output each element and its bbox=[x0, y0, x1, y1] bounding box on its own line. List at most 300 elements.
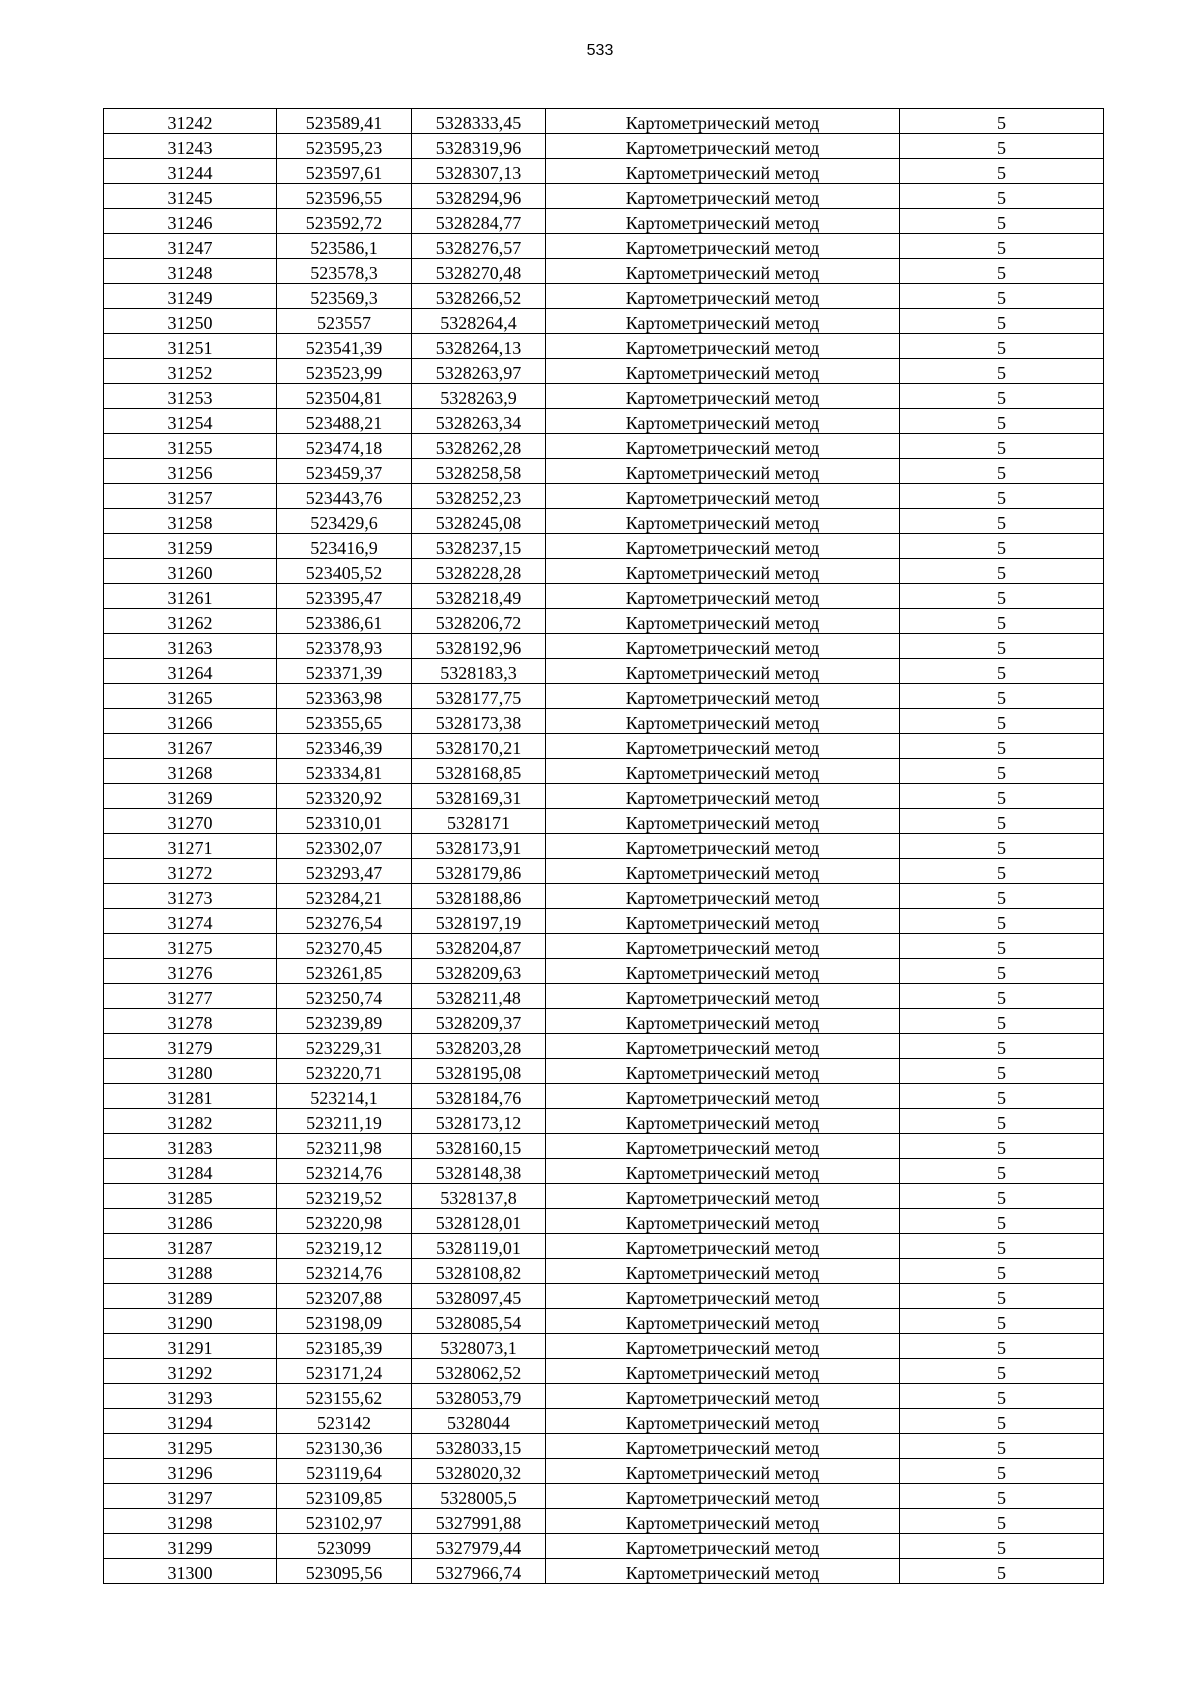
table-row bbox=[104, 534, 1104, 559]
point-number-cell: 31270 bbox=[104, 809, 277, 834]
accuracy-cell: 5 bbox=[900, 484, 1104, 509]
table-row bbox=[104, 334, 1104, 359]
table-row bbox=[104, 1509, 1104, 1534]
method-cell: Картометрический метод bbox=[546, 759, 900, 784]
point-number-cell: 31266 bbox=[104, 709, 277, 734]
accuracy-cell: 5 bbox=[900, 409, 1104, 434]
y-coordinate-cell: 5328062,52 bbox=[412, 1359, 546, 1384]
method-cell: Картометрический метод bbox=[546, 1084, 900, 1109]
table-row bbox=[104, 634, 1104, 659]
method-cell: Картометрический метод bbox=[546, 434, 900, 459]
x-coordinate-cell: 523155,62 bbox=[277, 1384, 412, 1409]
y-coordinate-cell: 5328319,96 bbox=[412, 134, 546, 159]
accuracy-cell: 5 bbox=[900, 609, 1104, 634]
x-coordinate-cell: 523523,99 bbox=[277, 359, 412, 384]
table-row bbox=[104, 1459, 1104, 1484]
x-coordinate-cell: 523355,65 bbox=[277, 709, 412, 734]
accuracy-cell: 5 bbox=[900, 1059, 1104, 1084]
table-row bbox=[104, 159, 1104, 184]
method-cell: Картометрический метод bbox=[546, 1459, 900, 1484]
point-number-cell: 31262 bbox=[104, 609, 277, 634]
method-cell: Картометрический метод bbox=[546, 559, 900, 584]
y-coordinate-cell: 5328294,96 bbox=[412, 184, 546, 209]
method-cell: Картометрический метод bbox=[546, 1409, 900, 1434]
accuracy-cell: 5 bbox=[900, 284, 1104, 309]
y-coordinate-cell: 5328184,76 bbox=[412, 1084, 546, 1109]
x-coordinate-cell: 523320,92 bbox=[277, 784, 412, 809]
point-number-cell: 31296 bbox=[104, 1459, 277, 1484]
point-number-cell: 31282 bbox=[104, 1109, 277, 1134]
method-cell: Картометрический метод bbox=[546, 409, 900, 434]
x-coordinate-cell: 523557 bbox=[277, 309, 412, 334]
x-coordinate-cell: 523416,9 bbox=[277, 534, 412, 559]
method-cell: Картометрический метод bbox=[546, 159, 900, 184]
table-row bbox=[104, 909, 1104, 934]
y-coordinate-cell: 5328170,21 bbox=[412, 734, 546, 759]
table-row bbox=[104, 1309, 1104, 1334]
accuracy-cell: 5 bbox=[900, 234, 1104, 259]
method-cell: Картометрический метод bbox=[546, 1234, 900, 1259]
x-coordinate-cell: 523378,93 bbox=[277, 634, 412, 659]
accuracy-cell: 5 bbox=[900, 1409, 1104, 1434]
x-coordinate-cell: 523171,24 bbox=[277, 1359, 412, 1384]
method-cell: Картометрический метод bbox=[546, 1259, 900, 1284]
x-coordinate-cell: 523270,45 bbox=[277, 934, 412, 959]
method-cell: Картометрический метод bbox=[546, 184, 900, 209]
table-row bbox=[104, 959, 1104, 984]
accuracy-cell: 5 bbox=[900, 1434, 1104, 1459]
table-row bbox=[104, 834, 1104, 859]
table-row bbox=[104, 1484, 1104, 1509]
table-row bbox=[104, 359, 1104, 384]
y-coordinate-cell: 5328204,87 bbox=[412, 934, 546, 959]
point-number-cell: 31287 bbox=[104, 1234, 277, 1259]
table-row bbox=[104, 234, 1104, 259]
table-row bbox=[104, 1534, 1104, 1559]
table-row bbox=[104, 434, 1104, 459]
x-coordinate-cell: 523405,52 bbox=[277, 559, 412, 584]
accuracy-cell: 5 bbox=[900, 1384, 1104, 1409]
page-number: 533 bbox=[586, 42, 614, 59]
method-cell: Картометрический метод bbox=[546, 234, 900, 259]
point-number-cell: 31291 bbox=[104, 1334, 277, 1359]
x-coordinate-cell: 523293,47 bbox=[277, 859, 412, 884]
y-coordinate-cell: 5328284,77 bbox=[412, 209, 546, 234]
point-number-cell: 31293 bbox=[104, 1384, 277, 1409]
point-number-cell: 31243 bbox=[104, 134, 277, 159]
x-coordinate-cell: 523099 bbox=[277, 1534, 412, 1559]
accuracy-cell: 5 bbox=[900, 1134, 1104, 1159]
method-cell: Картометрический метод bbox=[546, 884, 900, 909]
y-coordinate-cell: 5328333,45 bbox=[412, 109, 546, 134]
table-row bbox=[104, 584, 1104, 609]
y-coordinate-cell: 5328128,01 bbox=[412, 1209, 546, 1234]
method-cell: Картометрический метод bbox=[546, 1034, 900, 1059]
point-number-cell: 31289 bbox=[104, 1284, 277, 1309]
table-row bbox=[104, 559, 1104, 584]
point-number-cell: 31250 bbox=[104, 309, 277, 334]
table-row bbox=[104, 409, 1104, 434]
accuracy-cell: 5 bbox=[900, 1109, 1104, 1134]
x-coordinate-cell: 523592,72 bbox=[277, 209, 412, 234]
accuracy-cell: 5 bbox=[900, 534, 1104, 559]
point-number-cell: 31257 bbox=[104, 484, 277, 509]
y-coordinate-cell: 5328177,75 bbox=[412, 684, 546, 709]
accuracy-cell: 5 bbox=[900, 434, 1104, 459]
point-number-cell: 31279 bbox=[104, 1034, 277, 1059]
method-cell: Картометрический метод bbox=[546, 684, 900, 709]
y-coordinate-cell: 5328119,01 bbox=[412, 1234, 546, 1259]
table-row bbox=[104, 1134, 1104, 1159]
point-number-cell: 31263 bbox=[104, 634, 277, 659]
x-coordinate-cell: 523586,1 bbox=[277, 234, 412, 259]
method-cell: Картометрический метод bbox=[546, 859, 900, 884]
table-row bbox=[104, 134, 1104, 159]
accuracy-cell: 5 bbox=[900, 134, 1104, 159]
method-cell: Картометрический метод bbox=[546, 584, 900, 609]
table-row bbox=[104, 1334, 1104, 1359]
method-cell: Картометрический метод bbox=[546, 534, 900, 559]
accuracy-cell: 5 bbox=[900, 1234, 1104, 1259]
method-cell: Картометрический метод bbox=[546, 384, 900, 409]
method-cell: Картометрический метод bbox=[546, 984, 900, 1009]
y-coordinate-cell: 5328179,86 bbox=[412, 859, 546, 884]
y-coordinate-cell: 5328173,12 bbox=[412, 1109, 546, 1134]
x-coordinate-cell: 523220,98 bbox=[277, 1209, 412, 1234]
accuracy-cell: 5 bbox=[900, 559, 1104, 584]
y-coordinate-cell: 5328263,34 bbox=[412, 409, 546, 434]
table-row bbox=[104, 1084, 1104, 1109]
method-cell: Картометрический метод bbox=[546, 959, 900, 984]
accuracy-cell: 5 bbox=[900, 184, 1104, 209]
x-coordinate-cell: 523589,41 bbox=[277, 109, 412, 134]
y-coordinate-cell: 5328160,15 bbox=[412, 1134, 546, 1159]
point-number-cell: 31247 bbox=[104, 234, 277, 259]
table-row bbox=[104, 209, 1104, 234]
x-coordinate-cell: 523130,36 bbox=[277, 1434, 412, 1459]
x-coordinate-cell: 523214,1 bbox=[277, 1084, 412, 1109]
accuracy-cell: 5 bbox=[900, 384, 1104, 409]
x-coordinate-cell: 523119,64 bbox=[277, 1459, 412, 1484]
accuracy-cell: 5 bbox=[900, 1309, 1104, 1334]
method-cell: Картометрический метод bbox=[546, 1059, 900, 1084]
point-number-cell: 31288 bbox=[104, 1259, 277, 1284]
method-cell: Картометрический метод bbox=[546, 909, 900, 934]
accuracy-cell: 5 bbox=[900, 359, 1104, 384]
accuracy-cell: 5 bbox=[900, 684, 1104, 709]
accuracy-cell: 5 bbox=[900, 1459, 1104, 1484]
table-row bbox=[104, 1234, 1104, 1259]
point-number-cell: 31285 bbox=[104, 1184, 277, 1209]
method-cell: Картометрический метод bbox=[546, 1209, 900, 1234]
table-row bbox=[104, 1384, 1104, 1409]
point-number-cell: 31256 bbox=[104, 459, 277, 484]
point-number-cell: 31264 bbox=[104, 659, 277, 684]
x-coordinate-cell: 523578,3 bbox=[277, 259, 412, 284]
accuracy-cell: 5 bbox=[900, 1034, 1104, 1059]
point-number-cell: 31265 bbox=[104, 684, 277, 709]
point-number-cell: 31295 bbox=[104, 1434, 277, 1459]
y-coordinate-cell: 5328263,9 bbox=[412, 384, 546, 409]
point-number-cell: 31274 bbox=[104, 909, 277, 934]
table-row bbox=[104, 734, 1104, 759]
y-coordinate-cell: 5328005,5 bbox=[412, 1484, 546, 1509]
x-coordinate-cell: 523109,85 bbox=[277, 1484, 412, 1509]
table-row bbox=[104, 984, 1104, 1009]
accuracy-cell: 5 bbox=[900, 259, 1104, 284]
accuracy-cell: 5 bbox=[900, 1209, 1104, 1234]
x-coordinate-cell: 523211,98 bbox=[277, 1134, 412, 1159]
method-cell: Картометрический метод bbox=[546, 484, 900, 509]
y-coordinate-cell: 5327991,88 bbox=[412, 1509, 546, 1534]
point-number-cell: 31272 bbox=[104, 859, 277, 884]
x-coordinate-cell: 523095,56 bbox=[277, 1559, 412, 1584]
y-coordinate-cell: 5328195,08 bbox=[412, 1059, 546, 1084]
method-cell: Картометрический метод bbox=[546, 634, 900, 659]
point-number-cell: 31261 bbox=[104, 584, 277, 609]
accuracy-cell: 5 bbox=[900, 659, 1104, 684]
table-row bbox=[104, 1159, 1104, 1184]
table-row bbox=[104, 1034, 1104, 1059]
x-coordinate-cell: 523250,74 bbox=[277, 984, 412, 1009]
y-coordinate-cell: 5328276,57 bbox=[412, 234, 546, 259]
x-coordinate-cell: 523214,76 bbox=[277, 1159, 412, 1184]
table-row bbox=[104, 1209, 1104, 1234]
table-row bbox=[104, 934, 1104, 959]
y-coordinate-cell: 5328206,72 bbox=[412, 609, 546, 634]
x-coordinate-cell: 523569,3 bbox=[277, 284, 412, 309]
method-cell: Картометрический метод bbox=[546, 1109, 900, 1134]
x-coordinate-cell: 523346,39 bbox=[277, 734, 412, 759]
y-coordinate-cell: 5328218,49 bbox=[412, 584, 546, 609]
x-coordinate-cell: 523239,89 bbox=[277, 1009, 412, 1034]
x-coordinate-cell: 523102,97 bbox=[277, 1509, 412, 1534]
point-number-cell: 31275 bbox=[104, 934, 277, 959]
accuracy-cell: 5 bbox=[900, 509, 1104, 534]
x-coordinate-cell: 523334,81 bbox=[277, 759, 412, 784]
x-coordinate-cell: 523371,39 bbox=[277, 659, 412, 684]
y-coordinate-cell: 5328245,08 bbox=[412, 509, 546, 534]
accuracy-cell: 5 bbox=[900, 884, 1104, 909]
y-coordinate-cell: 5328192,96 bbox=[412, 634, 546, 659]
table-row bbox=[104, 484, 1104, 509]
accuracy-cell: 5 bbox=[900, 1559, 1104, 1584]
method-cell: Картометрический метод bbox=[546, 1534, 900, 1559]
y-coordinate-cell: 5328252,23 bbox=[412, 484, 546, 509]
method-cell: Картометрический метод bbox=[546, 134, 900, 159]
y-coordinate-cell: 5328211,48 bbox=[412, 984, 546, 1009]
accuracy-cell: 5 bbox=[900, 1084, 1104, 1109]
point-number-cell: 31254 bbox=[104, 409, 277, 434]
y-coordinate-cell: 5328173,91 bbox=[412, 834, 546, 859]
point-number-cell: 31299 bbox=[104, 1534, 277, 1559]
x-coordinate-cell: 523429,6 bbox=[277, 509, 412, 534]
table-body bbox=[104, 109, 1104, 1584]
point-number-cell: 31269 bbox=[104, 784, 277, 809]
accuracy-cell: 5 bbox=[900, 1334, 1104, 1359]
accuracy-cell: 5 bbox=[900, 334, 1104, 359]
point-number-cell: 31290 bbox=[104, 1309, 277, 1334]
accuracy-cell: 5 bbox=[900, 784, 1104, 809]
method-cell: Картометрический метод bbox=[546, 1159, 900, 1184]
x-coordinate-cell: 523596,55 bbox=[277, 184, 412, 209]
accuracy-cell: 5 bbox=[900, 1159, 1104, 1184]
accuracy-cell: 5 bbox=[900, 1534, 1104, 1559]
table-row bbox=[104, 259, 1104, 284]
method-cell: Картометрический метод bbox=[546, 1434, 900, 1459]
table-row bbox=[104, 684, 1104, 709]
table-row bbox=[104, 284, 1104, 309]
accuracy-cell: 5 bbox=[900, 984, 1104, 1009]
method-cell: Картометрический метод bbox=[546, 734, 900, 759]
y-coordinate-cell: 5328148,38 bbox=[412, 1159, 546, 1184]
x-coordinate-cell: 523386,61 bbox=[277, 609, 412, 634]
point-number-cell: 31284 bbox=[104, 1159, 277, 1184]
table-row bbox=[104, 1109, 1104, 1134]
accuracy-cell: 5 bbox=[900, 809, 1104, 834]
method-cell: Картометрический метод bbox=[546, 309, 900, 334]
y-coordinate-cell: 5328209,37 bbox=[412, 1009, 546, 1034]
method-cell: Картометрический метод bbox=[546, 1309, 900, 1334]
coordinates-table bbox=[103, 108, 1104, 1584]
method-cell: Картометрический метод bbox=[546, 1484, 900, 1509]
method-cell: Картометрический метод bbox=[546, 359, 900, 384]
accuracy-cell: 5 bbox=[900, 1509, 1104, 1534]
x-coordinate-cell: 523142 bbox=[277, 1409, 412, 1434]
table-row bbox=[104, 1284, 1104, 1309]
y-coordinate-cell: 5328020,32 bbox=[412, 1459, 546, 1484]
accuracy-cell: 5 bbox=[900, 309, 1104, 334]
accuracy-cell: 5 bbox=[900, 859, 1104, 884]
point-number-cell: 31248 bbox=[104, 259, 277, 284]
method-cell: Картометрический метод bbox=[546, 1509, 900, 1534]
table-row bbox=[104, 184, 1104, 209]
table-row bbox=[104, 709, 1104, 734]
table-row bbox=[104, 1559, 1104, 1584]
point-number-cell: 31278 bbox=[104, 1009, 277, 1034]
method-cell: Картометрический метод bbox=[546, 784, 900, 809]
y-coordinate-cell: 5328307,13 bbox=[412, 159, 546, 184]
accuracy-cell: 5 bbox=[900, 1284, 1104, 1309]
accuracy-cell: 5 bbox=[900, 934, 1104, 959]
method-cell: Картометрический метод bbox=[546, 509, 900, 534]
x-coordinate-cell: 523474,18 bbox=[277, 434, 412, 459]
accuracy-cell: 5 bbox=[900, 734, 1104, 759]
accuracy-cell: 5 bbox=[900, 834, 1104, 859]
method-cell: Картометрический метод bbox=[546, 334, 900, 359]
point-number-cell: 31251 bbox=[104, 334, 277, 359]
y-coordinate-cell: 5328044 bbox=[412, 1409, 546, 1434]
x-coordinate-cell: 523261,85 bbox=[277, 959, 412, 984]
x-coordinate-cell: 523443,76 bbox=[277, 484, 412, 509]
table-row bbox=[104, 109, 1104, 134]
accuracy-cell: 5 bbox=[900, 1259, 1104, 1284]
point-number-cell: 31249 bbox=[104, 284, 277, 309]
point-number-cell: 31283 bbox=[104, 1134, 277, 1159]
point-number-cell: 31252 bbox=[104, 359, 277, 384]
table-row bbox=[104, 1059, 1104, 1084]
point-number-cell: 31242 bbox=[104, 109, 277, 134]
table-row bbox=[104, 1184, 1104, 1209]
point-number-cell: 31273 bbox=[104, 884, 277, 909]
x-coordinate-cell: 523219,52 bbox=[277, 1184, 412, 1209]
method-cell: Картометрический метод bbox=[546, 659, 900, 684]
x-coordinate-cell: 523363,98 bbox=[277, 684, 412, 709]
table-row bbox=[104, 609, 1104, 634]
method-cell: Картометрический метод bbox=[546, 209, 900, 234]
accuracy-cell: 5 bbox=[900, 709, 1104, 734]
accuracy-cell: 5 bbox=[900, 909, 1104, 934]
point-number-cell: 31246 bbox=[104, 209, 277, 234]
method-cell: Картометрический метод bbox=[546, 609, 900, 634]
table-row bbox=[104, 1009, 1104, 1034]
x-coordinate-cell: 523488,21 bbox=[277, 409, 412, 434]
method-cell: Картометрический метод bbox=[546, 1559, 900, 1584]
point-number-cell: 31255 bbox=[104, 434, 277, 459]
table-row bbox=[104, 1409, 1104, 1434]
table-row bbox=[104, 459, 1104, 484]
y-coordinate-cell: 5328237,15 bbox=[412, 534, 546, 559]
x-coordinate-cell: 523284,21 bbox=[277, 884, 412, 909]
y-coordinate-cell: 5328263,97 bbox=[412, 359, 546, 384]
point-number-cell: 31258 bbox=[104, 509, 277, 534]
y-coordinate-cell: 5328168,85 bbox=[412, 759, 546, 784]
method-cell: Картометрический метод bbox=[546, 284, 900, 309]
accuracy-cell: 5 bbox=[900, 1359, 1104, 1384]
x-coordinate-cell: 523220,71 bbox=[277, 1059, 412, 1084]
y-coordinate-cell: 5328173,38 bbox=[412, 709, 546, 734]
y-coordinate-cell: 5328085,54 bbox=[412, 1309, 546, 1334]
x-coordinate-cell: 523504,81 bbox=[277, 384, 412, 409]
y-coordinate-cell: 5328262,28 bbox=[412, 434, 546, 459]
accuracy-cell: 5 bbox=[900, 634, 1104, 659]
point-number-cell: 31268 bbox=[104, 759, 277, 784]
x-coordinate-cell: 523302,07 bbox=[277, 834, 412, 859]
y-coordinate-cell: 5328264,13 bbox=[412, 334, 546, 359]
point-number-cell: 31300 bbox=[104, 1559, 277, 1584]
point-number-cell: 31292 bbox=[104, 1359, 277, 1384]
y-coordinate-cell: 5328108,82 bbox=[412, 1259, 546, 1284]
table-row bbox=[104, 1434, 1104, 1459]
point-number-cell: 31244 bbox=[104, 159, 277, 184]
y-coordinate-cell: 5327979,44 bbox=[412, 1534, 546, 1559]
x-coordinate-cell: 523541,39 bbox=[277, 334, 412, 359]
method-cell: Картометрический метод bbox=[546, 459, 900, 484]
point-number-cell: 31280 bbox=[104, 1059, 277, 1084]
point-number-cell: 31267 bbox=[104, 734, 277, 759]
point-number-cell: 31259 bbox=[104, 534, 277, 559]
point-number-cell: 31260 bbox=[104, 559, 277, 584]
accuracy-cell: 5 bbox=[900, 959, 1104, 984]
accuracy-cell: 5 bbox=[900, 584, 1104, 609]
method-cell: Картометрический метод bbox=[546, 809, 900, 834]
x-coordinate-cell: 523198,09 bbox=[277, 1309, 412, 1334]
x-coordinate-cell: 523207,88 bbox=[277, 1284, 412, 1309]
y-coordinate-cell: 5328228,28 bbox=[412, 559, 546, 584]
y-coordinate-cell: 5328137,8 bbox=[412, 1184, 546, 1209]
x-coordinate-cell: 523395,47 bbox=[277, 584, 412, 609]
table-row bbox=[104, 884, 1104, 909]
table-row bbox=[104, 784, 1104, 809]
point-number-cell: 31253 bbox=[104, 384, 277, 409]
accuracy-cell: 5 bbox=[900, 1009, 1104, 1034]
point-number-cell: 31297 bbox=[104, 1484, 277, 1509]
point-number-cell: 31271 bbox=[104, 834, 277, 859]
method-cell: Картометрический метод bbox=[546, 1009, 900, 1034]
point-number-cell: 31281 bbox=[104, 1084, 277, 1109]
y-coordinate-cell: 5328209,63 bbox=[412, 959, 546, 984]
y-coordinate-cell: 5328203,28 bbox=[412, 1034, 546, 1059]
